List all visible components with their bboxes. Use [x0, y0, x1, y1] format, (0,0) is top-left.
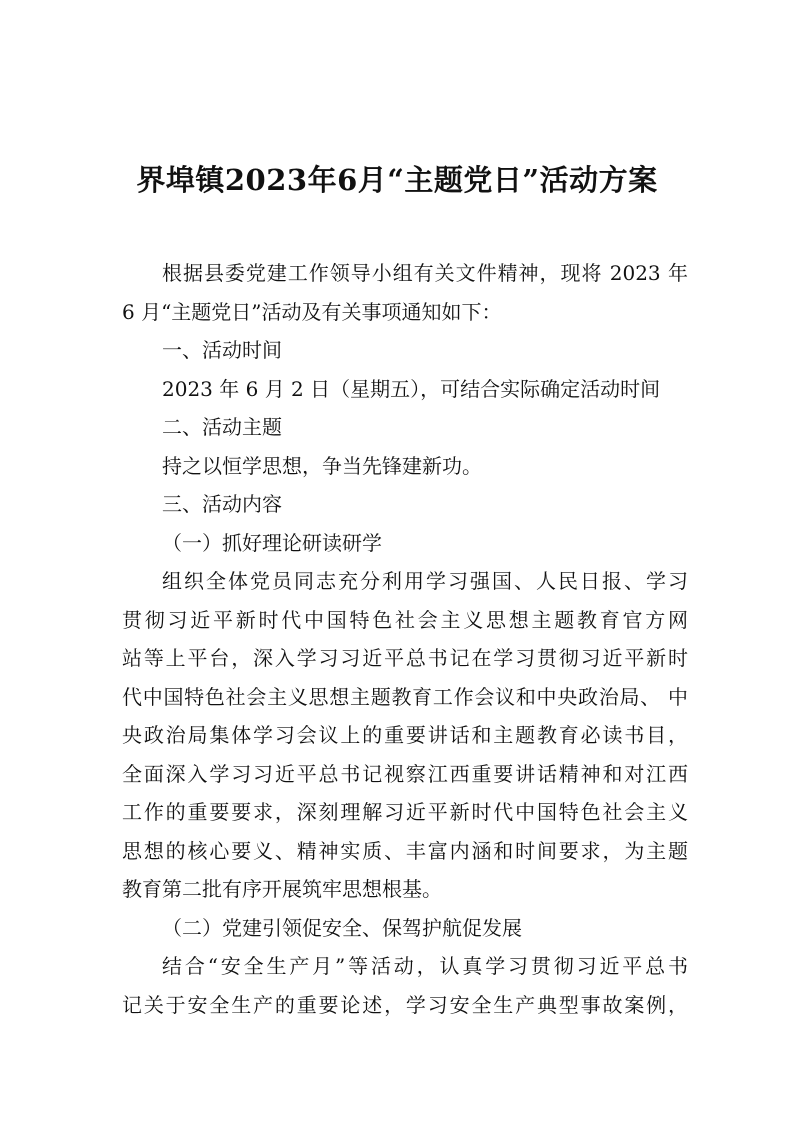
- subsection-heading: （一）抓好理论研读研学: [162, 530, 382, 555]
- paragraph-line: 6 月“主题党日”活动及有关事项通知如下：: [122, 299, 502, 324]
- paragraph-line: 代中国特色社会主义思想主题教育工作会议和中央政治局、 中: [122, 684, 688, 709]
- paragraph-line: 教育第二批有序开展筑牢思想根基。: [122, 877, 442, 901]
- section-heading-time: 一、活动时间: [162, 338, 282, 362]
- paragraph-line: 央政治局集体学习会议上的重要讲话和主题教育必读书目，: [122, 723, 688, 747]
- paragraph-line: 站等上平台，深入学习习近平总书记在学习贯彻习近平新时: [122, 646, 688, 670]
- document-body: [122, 254, 688, 1024]
- paragraph-line: 组织全体党员同志充分利用学习强国、人民日报、学习: [162, 569, 688, 593]
- paragraph-line: 结合“安全生产月”等活动，认真学习贯彻习近平总书: [162, 954, 688, 978]
- paragraph-line: 贯彻习近平新时代中国特色社会主义思想主题教育官方网: [122, 607, 688, 632]
- section-heading-theme: 二、活动主题: [162, 415, 282, 439]
- paragraph-line: 记关于安全生产的重要论述，学习安全生产典型事故案例，: [122, 992, 688, 1017]
- section-heading-content: 三、活动内容: [162, 492, 282, 516]
- paragraph-line: 持之以恒学思想，争当先锋建新功。: [162, 453, 482, 478]
- paragraph-line: 2023 年 6 月 2 日（星期五），可结合实际确定活动时间: [162, 376, 661, 401]
- paragraph-line: 根据县委党建工作领导小组有关文件精神，现将 2023 年: [162, 261, 688, 285]
- paragraph-line: 工作的重要要求，深刻理解习近平新时代中国特色社会主义: [122, 800, 688, 824]
- document-title: 界埠镇2023年6月“主题党日”活动方案: [136, 163, 658, 197]
- paragraph-line: 全面深入学习习近平总书记视察江西重要讲话精神和对江西: [122, 761, 688, 786]
- paragraph-line: 思想的核心要义、精神实质、丰富内涵和时间要求，为主题: [122, 838, 688, 863]
- subsection-heading: （二）党建引领促安全、保驾护航促发展: [162, 915, 522, 940]
